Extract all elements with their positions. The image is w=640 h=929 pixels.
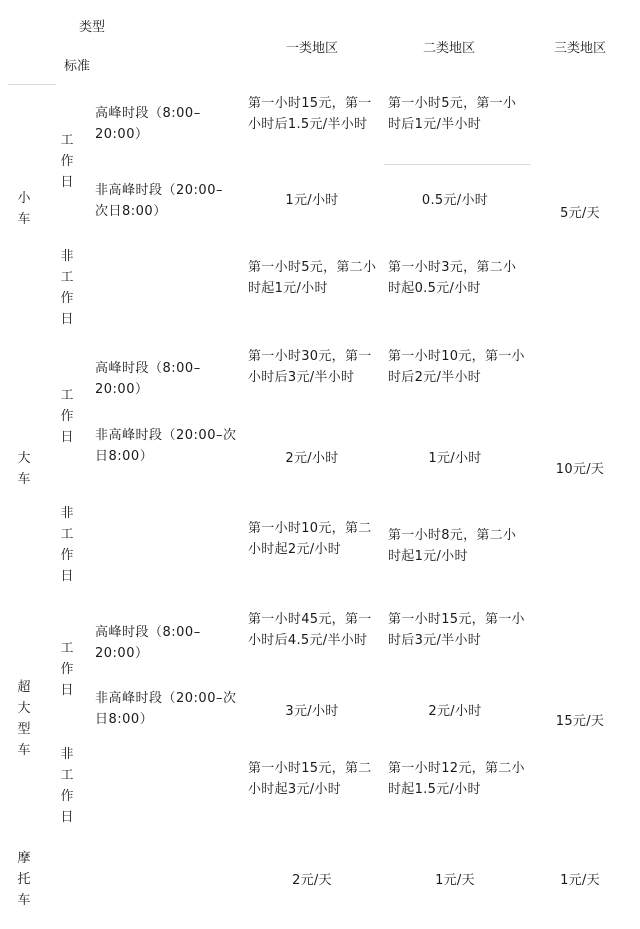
large-nonworkday-zone2-price: 第一小时8元，第二小时起1元/小时: [388, 528, 517, 564]
moto-zone2-price: 1元/天: [435, 873, 475, 888]
small-nonworkday-zone2-price: 第一小时3元，第二小时起0.5元/小时: [388, 260, 517, 296]
large-peak-period: 高峰时段（8:00–20:00）: [95, 361, 201, 397]
moto-zone1-price: 2元/天: [292, 873, 332, 888]
xl-peak-zone2-price: 第一小时15元，第一小时后3元/半小时: [388, 612, 525, 648]
small-nonworkday-label: 非工作日: [60, 249, 74, 327]
small-peak-zone2-price: 第一小时5元，第一小时后1元/半小时: [388, 96, 517, 132]
moto-vehicle-label: 摩托车: [17, 851, 31, 908]
small-peak-period: 高峰时段（8:00–20:00）: [95, 106, 201, 142]
large-offpeak-period: 非高峰时段（20:00–次日8:00）: [95, 428, 237, 464]
large-offpeak-zone1-price: 2元/小时: [285, 451, 339, 466]
xl-peak-zone1-price: 第一小时45元，第一小时后4.5元/半小时: [248, 612, 372, 648]
xl-nonworkday-zone2-price: 第一小时12元，第二小时起1.5元/小时: [388, 761, 525, 797]
small-peak-zone1-price: 第一小时15元，第一小时后1.5元/半小时: [248, 96, 372, 132]
small-workday-label: 工作日: [60, 133, 74, 190]
header-corner-type: 类型: [79, 20, 106, 35]
small-offpeak-zone1-price: 1元/小时: [285, 193, 339, 208]
xl-vehicle-label: 超大型车: [17, 680, 31, 758]
large-workday-label: 工作日: [60, 388, 74, 445]
large-peak-zone1-price: 第一小时30元，第一小时后3元/半小时: [248, 349, 372, 385]
small-zone3-price: 5元/天: [560, 206, 600, 221]
small-offpeak-zone2-price: 0.5元/小时: [421, 193, 489, 208]
large-nonworkday-label: 非工作日: [60, 506, 74, 584]
moto-zone3-price: 1元/天: [560, 873, 600, 888]
xl-nonworkday-zone1-price: 第一小时15元，第二小时起3元/小时: [248, 761, 372, 797]
header-divider: [8, 84, 56, 85]
xl-offpeak-zone1-price: 3元/小时: [285, 704, 339, 719]
header-corner-standard: 标准: [64, 59, 91, 74]
header-zone-3: 三类地区: [553, 41, 606, 56]
xl-peak-period: 高峰时段（8:00–20:00）: [95, 625, 201, 661]
large-zone3-price: 10元/天: [555, 462, 605, 477]
small-nonworkday-zone1-price: 第一小时5元，第二小时起1元/小时: [248, 260, 377, 296]
xl-offpeak-period: 非高峰时段（20:00–次日8:00）: [95, 691, 237, 727]
small-vehicle-label: 小车: [17, 191, 31, 227]
large-vehicle-label: 大车: [17, 451, 31, 487]
small-peak-z2-divider: [384, 164, 530, 165]
xl-offpeak-zone2-price: 2元/小时: [428, 704, 482, 719]
small-offpeak-period: 非高峰时段（20:00–次日8:00）: [95, 183, 223, 219]
large-offpeak-zone2-price: 1元/小时: [428, 451, 482, 466]
large-peak-zone2-price: 第一小时10元，第一小时后2元/半小时: [388, 349, 525, 385]
large-nonworkday-zone1-price: 第一小时10元，第二小时起2元/小时: [248, 521, 372, 557]
xl-nonworkday-label: 非工作日: [60, 747, 74, 825]
header-zone-1: 一类地区: [285, 41, 338, 56]
xl-zone3-price: 15元/天: [555, 714, 605, 729]
xl-workday-label: 工作日: [60, 641, 74, 698]
header-zone-2: 二类地区: [422, 41, 475, 56]
